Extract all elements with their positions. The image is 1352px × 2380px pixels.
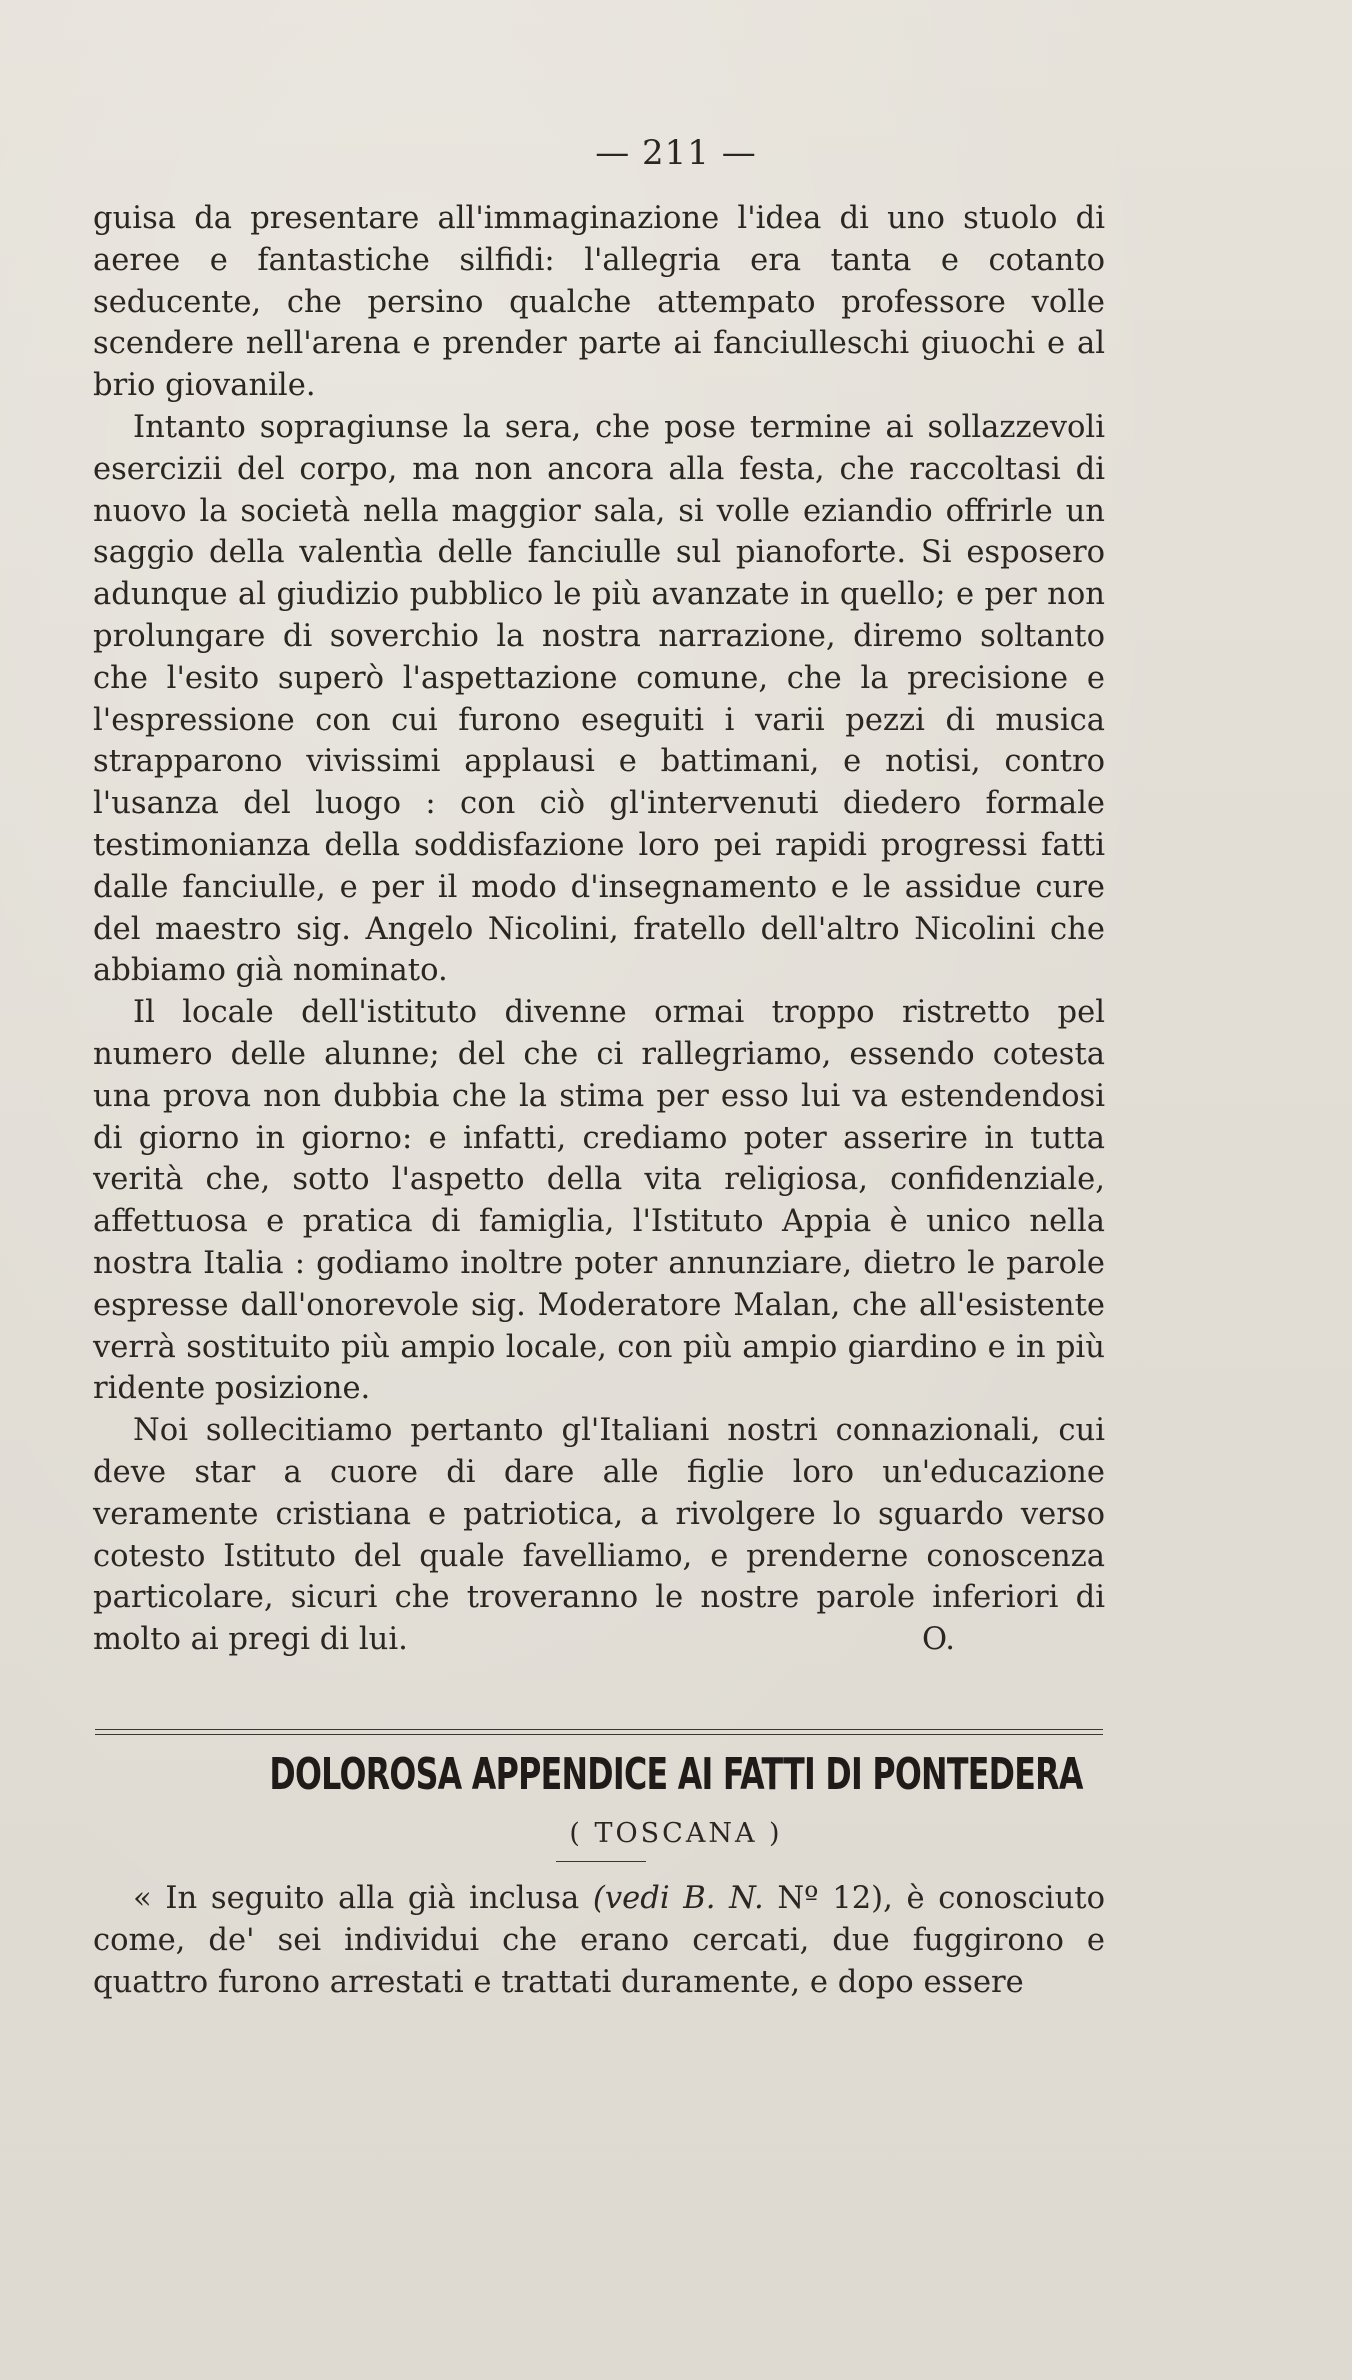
paragraph-text: Noi sollecitiamo pertanto gl'Italiani nostri connazionali, cui deve star a cuore di dare alle figlie loro un'educazione veramente cristiana e patriotica, a rivolgere lo sguardo verso cotesto Istituto del quale favelliamo, e prenderne conoscenza particolare, sicuri che troveranno le nostre parole inferiori di molto ai pregi di lui. — [93, 1413, 1105, 1658]
paragraph: Il locale dell'istituto divenne ormai troppo ristretto pel numero delle alunne; del che ci rallegriamo, essendo cotesta una prova non dubbia che la stima per esso lui va estendendosi di giorno in giorno: e infatti, crediamo poter asserire in tutta verità che, sotto l'aspetto della vita religiosa, confidenziale, affettuosa e pratica di famiglia, l'Istituto Appia è unico nella nostra Italia : godiamo inoltre poter annunziare, dietro le parole espresse dall'onorevole sig. Moderatore Malan, che all'esistente verrà sostituito più ampio locale, con più ampio giardino e in più ridente posizione. — [93, 995, 1105, 1407]
page-number: — 211 — — [595, 133, 757, 173]
paragraph-text-start: « In seguito alla già inclusa — [133, 1881, 593, 1916]
paragraph-text-end: Nº 12), è conosciuto come, de' sei individui che erano cercati, due fuggirono e quattro furono arrestati e trattati duramente, e dopo essere — [93, 1881, 1106, 2000]
signature: O. — [921, 1622, 955, 1658]
paragraph: guisa da presentare all'immaginazione l'idea di uno stuolo di aeree e fantastiche silfidi: l'allegria era tanta e cotanto seducente, che persino qualche attempato professore volle scendere nell'arena e prender parte ai fanciulleschi giuochi e al brio giovanile. — [93, 201, 1105, 404]
paragraph-last — [93, 1410, 1105, 1661]
section-subheading: ( TOSCANA ) — [569, 1818, 783, 1849]
section-divider — [95, 1729, 1103, 1735]
paragraph-citation: (vedi B. N. — [592, 1881, 764, 1916]
paragraph: Intanto sopragiunse la sera, che pose termine ai sollazzevoli esercizii del corpo, ma non ancora alla festa, che raccoltasi di nuovo la società nella maggior sala, si volle eziandio offrirle un saggio della valentìa delle fanciulle sul pianoforte. Si esposero adunque al giudizio pubblico le più avanzate in quello; e per non prolungare di soverchio la nostra narrazione, diremo soltanto che l'esito superò l'aspettazione comune, che la precisione e l'espressione con cui furono eseguiti i varii pezzi di musica strapparono vivissimi applausi e battimani, e notisi, contro l'usanza del luogo : con ciò gl'intervenuti diedero formale testimonianza della soddisfazione loro pei rapidi progressi fatti dalle fanciulle, e per il modo d'insegnamento e le assidue cure del maestro sig. Angelo Nicolini, fratello dell'altro Nicolini che abbiamo già nominato. — [93, 409, 1105, 989]
article-body — [93, 198, 1105, 1661]
paragraph — [93, 1878, 1105, 2003]
section-heading: DOLOROSA APPENDICE AI FATTI DI PONTEDERA — [269, 1749, 1083, 1800]
heading-rule — [556, 1861, 646, 1862]
section-body — [93, 1878, 1105, 2003]
